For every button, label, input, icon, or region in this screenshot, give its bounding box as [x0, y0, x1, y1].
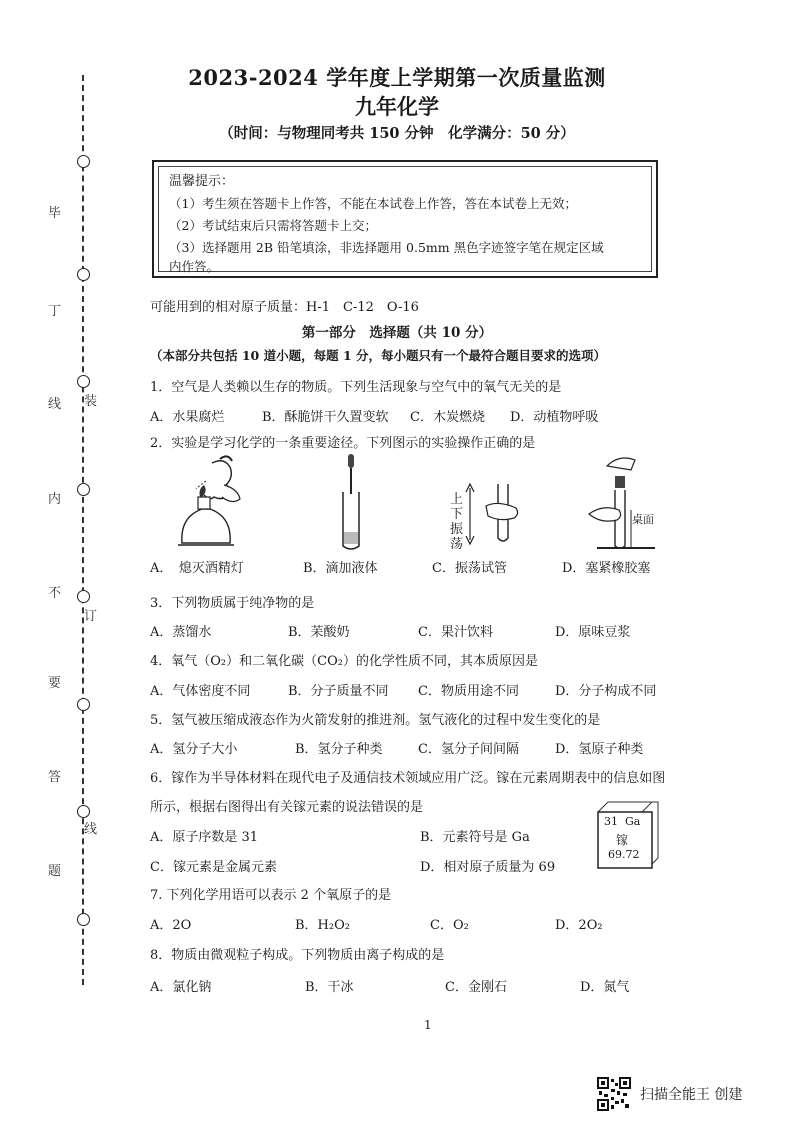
side-char: 丁 [48, 304, 62, 319]
option-a: A．2O [150, 918, 192, 933]
figure-label: 桌面 [632, 513, 654, 526]
binding-hole [77, 698, 90, 711]
figure-test-tube-shaking [464, 480, 524, 552]
binding-mark-ding: 订 [84, 609, 98, 624]
option-a: A．水果腐烂 [150, 410, 225, 425]
qr-code-icon [597, 1077, 631, 1111]
binding-mark-zhuang: 装 [84, 394, 98, 409]
side-char: 内 [48, 492, 62, 507]
section-note: （本部分共包括 10 道小题，每题 1 分，每小题只有一个最符合题目要求的选项） [150, 348, 607, 363]
option-c: C．物质用途不同 [418, 684, 519, 699]
option-c: C．O₂ [430, 918, 469, 933]
option-b: B．分子质量不同 [288, 684, 389, 699]
option-b: B．干冰 [305, 980, 354, 995]
figure-label: 上 [450, 492, 464, 507]
notice-box [152, 160, 658, 278]
option-d: D．2O₂ [555, 918, 603, 933]
option-d: D．塞紧橡胶塞 [562, 561, 651, 576]
exam-subject: 九年化学 [355, 94, 439, 119]
option-a: A．气体密度不同 [150, 684, 251, 699]
binding-mark-xian: 线 [84, 822, 98, 837]
option-c: C．氢分子间间隔 [418, 742, 519, 757]
binding-hole [77, 590, 90, 603]
binding-hole [77, 913, 90, 926]
question-stem: 7. 下列化学用语可以表示 2 个氧原子的是 [150, 888, 392, 903]
side-char: 毕 [48, 206, 62, 221]
option-d: D．分子构成不同 [555, 684, 657, 699]
option-a: A．原子序数是 31 [150, 830, 259, 845]
option-b: B．元素符号是 Ga [420, 830, 530, 845]
figure-label: 振 [450, 522, 464, 537]
option-b: B．苿酸奶 [288, 625, 350, 640]
binding-hole [77, 375, 90, 388]
question-stem: 4．氧气（O₂）和二氧化碳（CO₂）的化学性质不同，其本质原因是 [150, 654, 538, 669]
figure-label: 荡 [450, 537, 464, 552]
question-stem: 6．镓作为半导体材料在现代电子及通信技术领域应用广泛。镓在元素周期表中的信息如图 [150, 771, 666, 786]
exam-subtitle: （时间：与物理同考共 150 分钟 化学满分：50 分） [219, 125, 575, 142]
cell-atomic-number: 31 [604, 815, 618, 828]
figure-rubber-stopper [585, 452, 665, 554]
question-stem: 1．空气是人类赖以生存的物质。下列生活现象与空气中的氧气无关的是 [150, 380, 562, 395]
side-char: 不 [48, 586, 62, 601]
section-title: 第一部分 选择题（共 10 分） [301, 325, 493, 341]
side-char: 线 [48, 397, 62, 412]
option-b: B．滴加液体 [303, 561, 378, 576]
notice-item: （2）考试结束后只需将答题卡上交； [169, 218, 377, 233]
side-char: 答 [48, 770, 62, 785]
atomic-masses: 可能用到的相对原子质量：H-1 C-12 O-16 [150, 300, 419, 315]
notice-item: 内作答。 [169, 259, 220, 274]
question-stem: 2．实验是学习化学的一条重要途径。下列图示的实验操作正确的是 [150, 436, 536, 451]
option-a: A．氢分子大小 [150, 742, 238, 757]
option-c: C．金刚石 [445, 980, 507, 995]
binding-hole [77, 483, 90, 496]
option-c: C．振荡试管 [432, 561, 507, 576]
question-stem: 8．物质由微观粒子构成。下列物质由离子构成的是 [150, 948, 445, 963]
option-a: A．氯化钠 [150, 980, 212, 995]
option-c: C．果汁饮料 [418, 625, 493, 640]
option-c: C．木炭燃烧 [410, 410, 485, 425]
notice-item: （1）考生须在答题卡上作答，不能在本试卷上作答，答在本试卷上无效； [169, 196, 577, 211]
cell-name: 镓 [616, 833, 629, 847]
scanner-watermark: 扫描全能王 创建 [640, 1087, 743, 1103]
option-b: B．H₂O₂ [295, 918, 350, 933]
cell-symbol: Ga [625, 815, 641, 828]
figure-dropper [337, 452, 367, 552]
binding-hole [77, 805, 90, 818]
question-stem: 3．下列物质属于纯净物的是 [150, 596, 315, 611]
page-number: 1 [424, 1018, 432, 1032]
option-c: C．镓元素是金属元素 [150, 860, 277, 875]
figure-alcohol-lamp [172, 455, 252, 550]
cell-mass: 69.72 [608, 848, 640, 861]
binding-hole [77, 155, 90, 168]
option-d: D．相对原子质量为 69 [420, 860, 556, 875]
option-b: B．氢分子种类 [295, 742, 383, 757]
option-a: A． 熄灭酒精灯 [150, 561, 244, 576]
figure-label: 下 [450, 507, 464, 522]
binding-hole [77, 268, 90, 281]
side-char: 题 [48, 864, 62, 879]
option-b: B．酥脆饼干久置变软 [262, 410, 389, 425]
notice-heading: 温馨提示： [169, 174, 235, 189]
option-d: D．原味豆浆 [555, 625, 631, 640]
option-d: D．氮气 [580, 980, 630, 995]
binding-line [82, 75, 84, 985]
question-stem: 所示，根据右图得出有关镓元素的说法错误的是 [150, 800, 424, 815]
option-d: D．氢原子种类 [555, 742, 644, 757]
notice-item: （3）选择题用 2B 铅笔填涂，非选择题用 0.5mm 黑色字迹签字笔在规定区域 [169, 240, 604, 255]
side-char: 要 [48, 676, 62, 691]
option-a: A．蒸馏水 [150, 625, 212, 640]
question-stem: 5．氢气被压缩成液态作为火箭发射的推进剂。氢气液化的过程中发生变化的是 [150, 713, 601, 728]
option-d: D．动植物呼吸 [510, 410, 599, 425]
exam-title: 2023-2024 学年度上学期第一次质量监测 [188, 65, 606, 90]
